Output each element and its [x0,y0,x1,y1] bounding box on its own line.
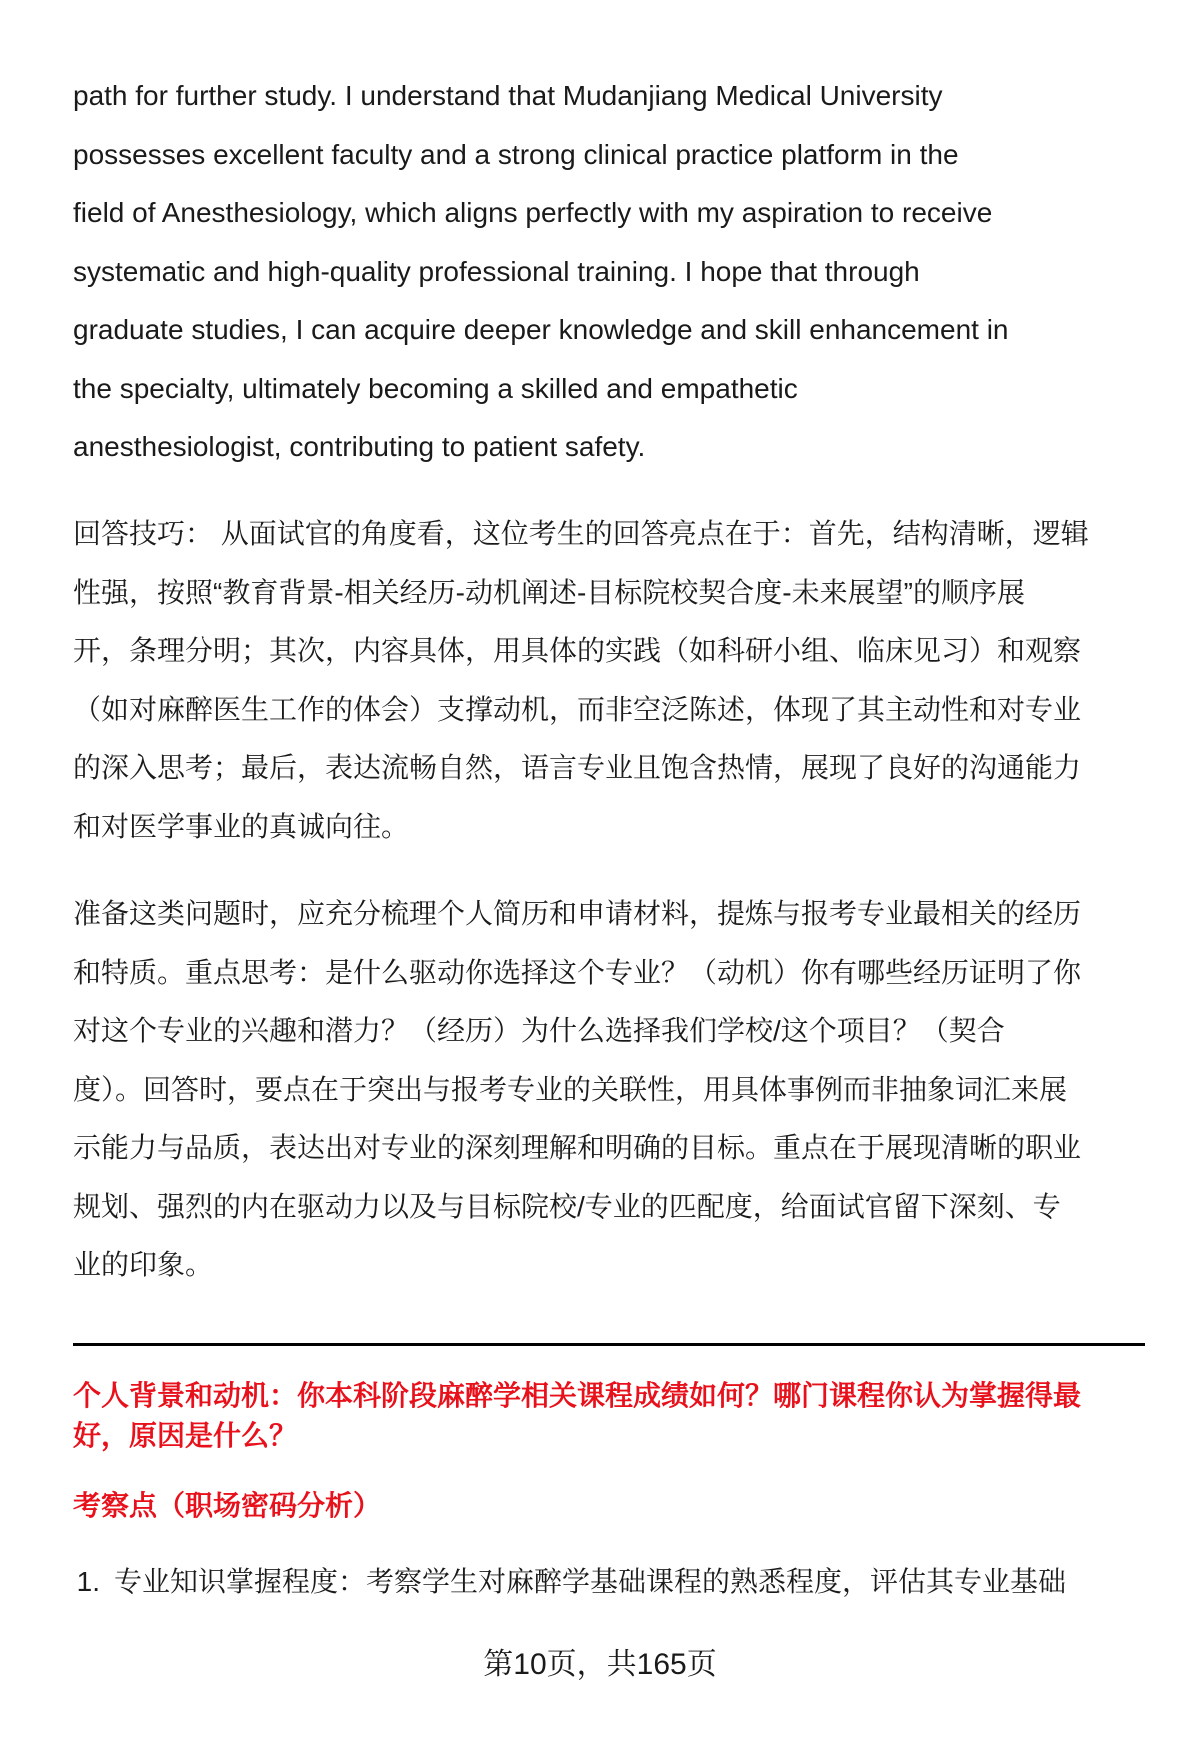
question-heading [73,1376,1148,1456]
list-item [60,1553,1135,1612]
text-line: path for further study. I understand that Mudanjiang Medical University [73,80,943,111]
text-line: （如对麻醉医生工作的体会）支撑动机，而非空泛陈述，体现了其主动性和对专业 [73,693,1082,725]
text-line: field of Anesthesiology, which aligns perfectly with my aspiration to receive [73,197,993,228]
text-line: systematic and high-quality professional training. I hope that through [73,255,920,287]
english-answer-paragraph [73,67,1148,477]
answer-tips-paragraph [73,505,1148,856]
text-line: 和特质。重点思考：是什么驱动你选择这个专业？（动机）你有哪些经历证明了你 [73,956,1082,988]
page-footer: 第10页，共165页 [483,1648,717,1681]
question-line: 个人背景和动机：你本科阶段麻醉学相关课程成绩如何？哪门课程你认为掌握得最 [73,1380,1082,1411]
text-line: 业的印象。 [73,1249,214,1280]
question-line: 好，原因是什么？ [73,1420,298,1451]
section-heading-text: 考察点（职场密码分析） [73,1490,382,1521]
text-line: 开，条理分明；其次，内容具体，用具体的实践（如科研小组、临床见习）和观察 [73,635,1082,666]
text-line: anesthesiologist, contributing to patient safety. [73,431,646,462]
text-line: 性强，按照“教育背景-相关经历-动机阐述-目标院校契合度-未来展望”的顺序展 [73,576,1025,608]
text-line: 回答技巧： 从面试官的角度看，这位考生的回答亮点在于：首先，结构清晰，逻辑 [73,518,1089,549]
text-line: 对这个专业的兴趣和潜力？（经历）为什么选择我们学校/这个项目？（契合 [73,1015,1005,1046]
text-line: 的深入思考；最后，表达流畅自然，语言专业且饱含热情，展现了良好的沟通能力 [73,752,1082,783]
text-line: 规划、强烈的内在驱动力以及与目标院校/专业的匹配度，给面试官留下深刻、专 [73,1190,1061,1222]
text-line: the specialty, ultimately becoming a skilled and empathetic [73,372,798,404]
text-line: 准备这类问题时，应充分梳理个人简历和申请材料，提炼与报考专业最相关的经历 [73,898,1082,929]
list [60,1553,1135,1612]
text-line: 和对医学事业的真诚向往。 [73,810,410,842]
list-number: 1. [76,1566,100,1597]
section-divider [73,1343,1145,1346]
text-line: 示能力与品质，表达出对专业的深刻理解和明确的目标。重点在于展现清晰的职业 [73,1132,1082,1163]
preparation-paragraph [73,885,1148,1295]
text-line: possesses excellent faculty and a strong clinical practice platform in the [73,138,959,170]
text-line: graduate studies, I can acquire deeper knowledge and skill enhancement in [73,314,1009,345]
section-heading [73,1486,1148,1526]
text-line: 度）。回答时，要点在于突出与报考专业的关联性，用具体事例而非抽象词汇来展 [73,1073,1068,1105]
list-item-text: 专业知识掌握程度：考察学生对麻醉学基础课程的熟悉程度，评估其专业基础 [114,1566,1067,1597]
